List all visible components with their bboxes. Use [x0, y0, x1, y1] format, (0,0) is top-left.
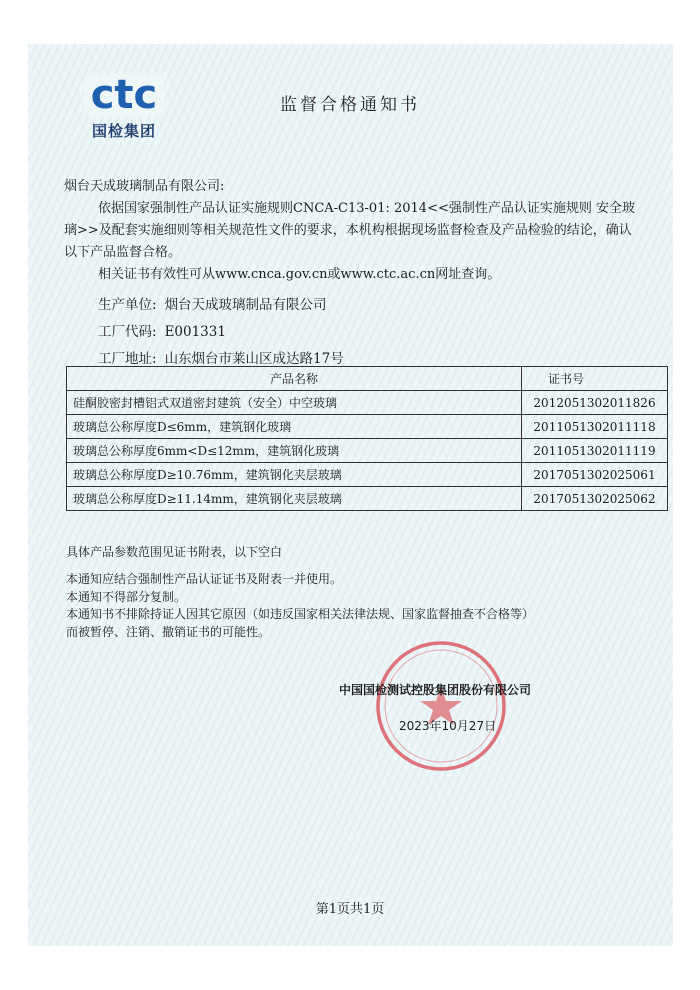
product-cell: 硅酮胶密封槽铝式双道密封建筑（安全）中空玻璃	[67, 391, 522, 415]
issuer-name: 中国国检测试控股集团股份有限公司	[339, 683, 532, 697]
table-row	[67, 463, 668, 487]
product-cell: 玻璃总公称厚度D≥10.76mm，建筑钢化夹层玻璃	[67, 463, 522, 487]
issue-date: 2023年10月27日	[399, 719, 497, 733]
logo-text: ctc	[90, 72, 158, 118]
factory-info	[64, 292, 644, 373]
official-seal	[373, 638, 509, 774]
producer-row	[98, 292, 644, 319]
table-header-row	[67, 367, 668, 391]
producer-label: 生产单位:	[98, 297, 157, 313]
note-line: 而被暂停、注销、撤销证书的可能性。	[66, 624, 271, 639]
table-row	[67, 415, 668, 439]
paragraph-1: 依据国家强制性产品认证实施规则CNCA-C13-01: 2014<<强制性产品认证实施规则 安全玻璃>>及配套实施细则等相关规范性文件的要求，本机构根据现场监督检查及产品检验的结论，确认以下产品监督合格。	[64, 201, 635, 260]
page-number: 第1页共1页	[315, 902, 385, 917]
note-line: 本通知应结合强制性产品认证证书及附表一并使用。	[66, 572, 343, 586]
table-row	[67, 487, 668, 511]
table-row	[67, 391, 668, 415]
page-title: 监督合格通知书	[280, 95, 420, 115]
factory-address-label: 工厂地址:	[98, 351, 157, 367]
note-line: 本通知书不排除持证人因其它原因（如违反国家相关法律法规、国家监督抽查不合格等）	[66, 607, 535, 621]
factory-code-label: 工厂代码:	[98, 324, 157, 340]
cert-cell: 2012051302011826	[522, 391, 668, 415]
notes-block	[66, 571, 534, 641]
logo-caption: 国检集团	[91, 122, 156, 140]
recipient: 烟台天成玻璃制品有限公司:	[64, 179, 225, 194]
product-table	[66, 366, 668, 511]
product-cell: 玻璃总公称厚度D≤6mm，建筑钢化玻璃	[67, 415, 522, 439]
letter-body	[64, 176, 644, 373]
factory-code-row	[98, 319, 644, 346]
factory-address-value: 山东烟台市莱山区成达路17号	[164, 351, 344, 367]
producer-value: 烟台天成玻璃制品有限公司	[164, 297, 327, 313]
factory-code-value: E001331	[164, 324, 226, 340]
product-cell: 玻璃总公称厚度6mm<D≤12mm，建筑钢化玻璃	[67, 439, 522, 463]
table-row	[67, 439, 668, 463]
cert-cell: 2017051302025061	[522, 463, 668, 487]
cert-cell: 2011051302011118	[522, 415, 668, 439]
cert-cell: 2017051302025062	[522, 487, 668, 511]
paragraph-2: 相关证书有效性可从www.cnca.gov.cn或www.ctc.ac.cn网址查询。	[98, 267, 501, 282]
header-product-name: 产品名称	[67, 367, 522, 391]
scope-note: 具体产品参数范围见证书附表，以下空白	[66, 545, 283, 559]
note-line: 本通知不得部分复制。	[66, 589, 187, 604]
product-cell: 玻璃总公称厚度D≥11.14mm，建筑钢化夹层玻璃	[67, 487, 522, 511]
header-cert-no: 证书号	[522, 367, 668, 391]
cert-cell: 2011051302011119	[522, 439, 668, 463]
